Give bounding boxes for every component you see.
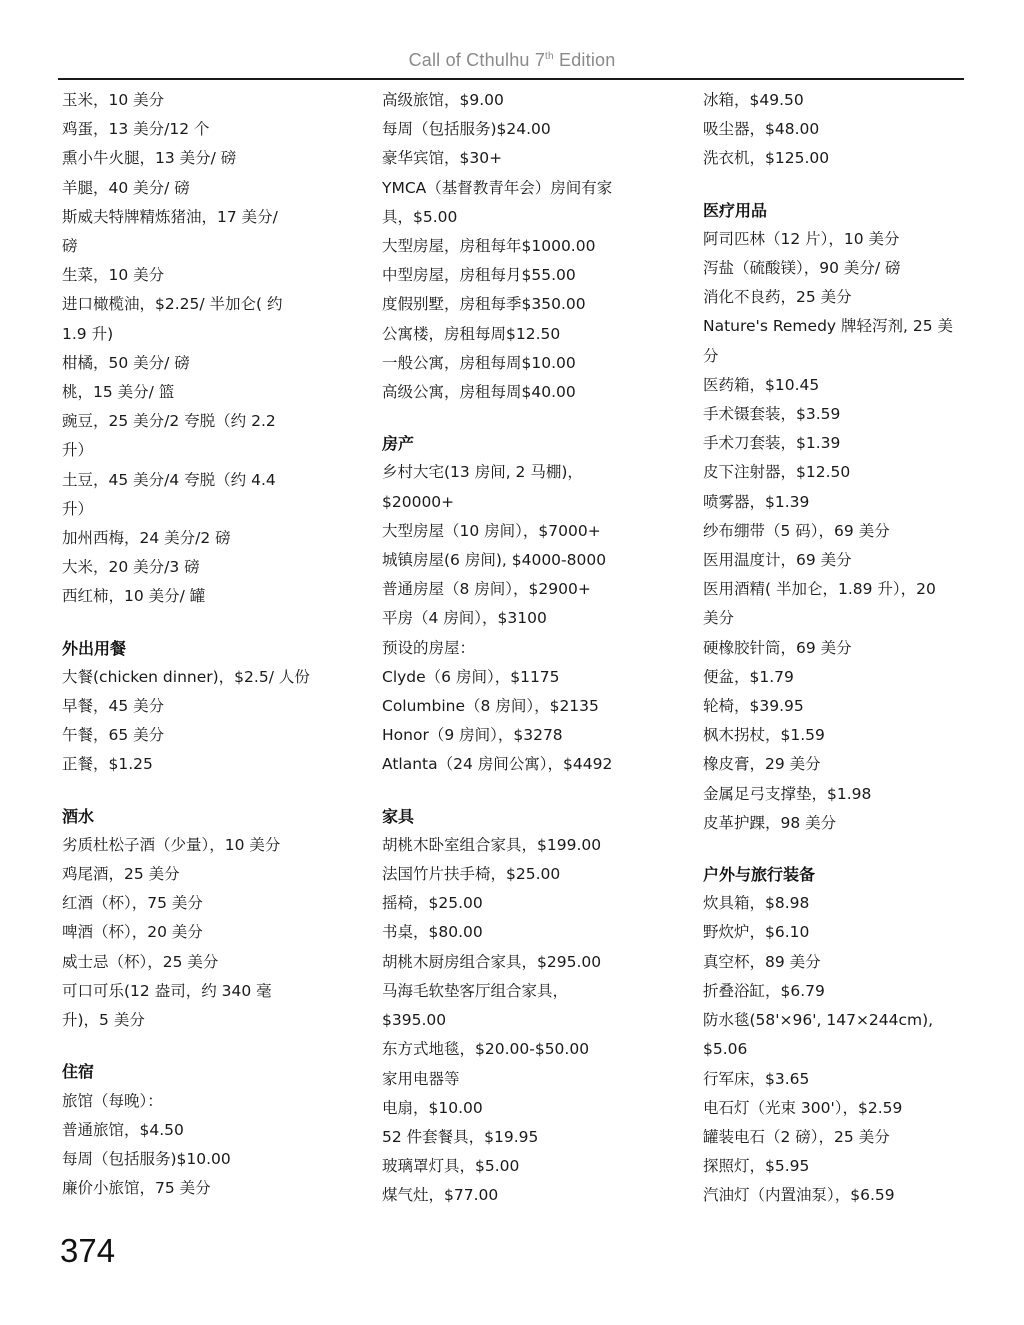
drinks-list — [62, 831, 362, 1035]
header-title-prefix: Call of Cthulhu 7 — [408, 50, 546, 70]
section-heading-property: 房产 — [382, 434, 415, 454]
list-item: 医用温度计，69 美分 — [703, 551, 852, 570]
list-item: 加州西梅，24 美分/2 磅 — [62, 529, 231, 548]
list-item: 冰箱，$49.50 — [703, 91, 804, 109]
list-item: 医药箱，$10.45 — [703, 375, 820, 394]
page-header — [0, 50, 1024, 71]
list-item: 高级旅馆，$9.00 — [382, 91, 504, 109]
section-heading-dining: 外出用餐 — [62, 638, 127, 658]
list-item: 马海毛软垫客厅组合家具， — [382, 981, 569, 1000]
list-item: 鸡尾酒，25 美分 — [62, 865, 180, 884]
list-item: 每周（包括服务)$10.00 — [62, 1149, 231, 1168]
list-item: 分 — [703, 346, 719, 365]
list-item: 柑橘，50 美分/ 磅 — [62, 353, 190, 372]
list-item: 磅 — [62, 237, 78, 256]
list-item: 度假别墅，房租每季$350.00 — [382, 295, 586, 314]
list-item: Atlanta（24 房间公寓），$4492 — [382, 755, 613, 774]
list-item: 生菜，10 美分 — [62, 266, 165, 285]
list-item: 进口橄榄油，$2.25/ 半加仑( 约 — [62, 295, 283, 314]
appliance-list — [703, 86, 968, 174]
list-item: 一般公寓，房租每周$10.00 — [382, 353, 576, 372]
list-item: 午餐，65 美分 — [62, 726, 165, 745]
list-item: 皮革护踝，98 美分 — [703, 813, 837, 832]
lodging-list — [62, 1087, 362, 1204]
list-item: 桃，15 美分/ 篮 — [62, 383, 175, 402]
header-title-sup: th — [545, 51, 554, 62]
list-item: 电石灯（光束 300'），$2.59 — [703, 1098, 903, 1117]
list-item: 豪华宾馆，$30+ — [382, 149, 503, 168]
list-item: 炊具箱，$8.98 — [703, 894, 810, 913]
list-item: Clyde（6 房间），$1175 — [382, 667, 560, 686]
property-list — [382, 458, 667, 779]
list-item: 劣质杜松子酒（少量），10 美分 — [62, 835, 281, 854]
section-heading-lodging: 住宿 — [62, 1062, 95, 1082]
list-item: 玉米，10 美分 — [62, 91, 165, 109]
list-item: 升） — [62, 499, 94, 518]
list-item: 土豆，45 美分/4 夸脱（约 4.4 — [62, 470, 276, 489]
list-item: $5.06 — [703, 1040, 748, 1059]
list-item: 野炊炉，$6.10 — [703, 923, 810, 942]
list-item: 洗衣机，$125.00 — [703, 149, 830, 168]
list-item: 胡桃木厨房组合家具，$295.00 — [382, 952, 602, 971]
list-item: 可口可乐(12 盎司，约 340 毫 — [62, 981, 272, 1000]
list-item: 汽油灯（内置油泵），$6.59 — [703, 1186, 895, 1205]
list-item: 美分 — [703, 609, 735, 628]
list-item: 防水毯(58'×96', 147×244cm), — [703, 1011, 934, 1030]
list-item: 书桌，$80.00 — [382, 923, 483, 942]
list-item: 高级公寓，房租每周$40.00 — [382, 383, 576, 402]
list-item: 大型房屋（10 房间），$7000+ — [382, 521, 601, 540]
list-item: 消化不良药，25 美分 — [703, 288, 852, 307]
list-item: 纱布绷带（5 码），69 美分 — [703, 521, 890, 540]
medical-list — [703, 225, 968, 838]
list-item: 鸡蛋，13 美分/12 个 — [62, 120, 210, 139]
list-item: 早餐，45 美分 — [62, 697, 165, 716]
list-item: 硬橡胶针筒，69 美分 — [703, 638, 852, 657]
list-item: 大餐(chicken dinner)，$2.5/ 人份 — [62, 667, 310, 686]
list-item: 威士忌（杯），25 美分 — [62, 952, 219, 971]
list-item: 阿司匹林（12 片），10 美分 — [703, 229, 900, 248]
list-item: $20000+ — [382, 492, 455, 511]
list-item: 西红柿，10 美分/ 罐 — [62, 587, 206, 606]
list-item: 皮下注射器，$12.50 — [703, 463, 851, 482]
list-item: 升） — [62, 441, 94, 460]
list-item: 1.9 升) — [62, 324, 114, 343]
list-item: 红酒（杯），75 美分 — [62, 894, 203, 913]
list-item: 轮椅，$39.95 — [703, 697, 804, 716]
header-title-suffix: Edition — [553, 50, 616, 70]
list-item: 普通房屋（8 房间），$2900+ — [382, 580, 591, 599]
list-item: 普通旅馆，$4.50 — [62, 1120, 184, 1139]
column-3 — [703, 86, 968, 1211]
list-item: 电扇，$10.00 — [382, 1098, 483, 1117]
list-item: 金属足弓支撑垫，$1.98 — [703, 784, 872, 803]
list-item: 玻璃罩灯具，$5.00 — [382, 1157, 520, 1176]
list-item: 橡皮膏，29 美分 — [703, 755, 821, 774]
list-item: 中型房屋，房租每月$55.00 — [382, 266, 576, 285]
column-2 — [382, 86, 667, 1211]
section-heading-furniture: 家具 — [382, 806, 415, 826]
list-item: 东方式地毯，$20.00-$50.00 — [382, 1040, 590, 1059]
list-item: 52 件套餐具，$19.95 — [382, 1127, 539, 1146]
list-item: 摇椅，$25.00 — [382, 894, 483, 913]
list-item: 泻盐（硫酸镁），90 美分/ 磅 — [703, 259, 901, 278]
list-item: 家用电器等 — [382, 1069, 460, 1088]
list-item: 公寓楼，房租每周$12.50 — [382, 324, 561, 343]
list-item: 行军床，$3.65 — [703, 1069, 810, 1088]
list-item: 罐装电石（2 磅），25 美分 — [703, 1127, 890, 1146]
list-item: 羊腿，40 美分/ 磅 — [62, 178, 190, 197]
list-item: 枫木拐杖，$1.59 — [703, 726, 825, 745]
list-item: 法国竹片扶手椅，$25.00 — [382, 865, 561, 884]
list-item: 吸尘器，$48.00 — [703, 120, 820, 139]
furniture-list — [382, 831, 667, 1211]
list-item: 斯威夫特牌精炼猪油，17 美分/ — [62, 207, 278, 226]
list-item: 探照灯，$5.95 — [703, 1157, 810, 1176]
list-item: 手术镊套装，$3.59 — [703, 405, 841, 424]
list-item: 胡桃木卧室组合家具，$199.00 — [382, 835, 602, 854]
list-item: 啤酒（杯），20 美分 — [62, 923, 203, 942]
food-list — [62, 86, 362, 612]
list-item: $395.00 — [382, 1011, 447, 1030]
list-item: 正餐，$1.25 — [62, 755, 153, 774]
list-item: 煤气灶，$77.00 — [382, 1186, 499, 1205]
list-item: 便盆，$1.79 — [703, 667, 794, 686]
section-heading-medical: 医疗用品 — [703, 200, 768, 220]
list-item: Honor（9 房间），$3278 — [382, 726, 563, 745]
list-item: 廉价小旅馆，75 美分 — [62, 1179, 211, 1198]
list-item: YMCA（基督教青年会）房间有家 — [382, 178, 613, 197]
list-item: 城镇房屋(6 房间), $4000-8000 — [382, 551, 607, 570]
section-heading-drinks: 酒水 — [62, 806, 95, 826]
list-item: 乡村大宅(13 房间, 2 马棚)， — [382, 463, 583, 482]
list-item: 折叠浴缸，$6.79 — [703, 981, 825, 1000]
header-rule — [58, 78, 964, 80]
list-item: 大米，20 美分/3 磅 — [62, 558, 200, 577]
outdoor-list — [703, 889, 968, 1210]
list-item: 医用酒精( 半加仑，1.89 升），20 — [703, 580, 936, 599]
list-item: Columbine（8 房间），$2135 — [382, 697, 599, 716]
list-item: Nature's Remedy 牌轻泻剂, 25 美 — [703, 317, 954, 336]
list-item: 平房（4 房间），$3100 — [382, 609, 547, 628]
section-heading-outdoor: 户外与旅行装备 — [703, 865, 816, 885]
list-item: 大型房屋，房租每年$1000.00 — [382, 237, 596, 256]
list-item: 每周（包括服务)$24.00 — [382, 120, 551, 139]
list-item: 具，$5.00 — [382, 207, 458, 226]
list-item: 手术刀套装，$1.39 — [703, 434, 841, 453]
list-item: 豌豆，25 美分/2 夸脱（约 2.2 — [62, 412, 276, 431]
list-item: 预设的房屋： — [382, 638, 476, 657]
list-item: 真空杯，89 美分 — [703, 952, 821, 971]
lodging-rent-list — [382, 86, 667, 407]
list-item: 熏小牛火腿，13 美分/ 磅 — [62, 149, 237, 168]
dining-list — [62, 663, 362, 780]
list-item: 旅馆（每晚）： — [62, 1091, 163, 1110]
list-item: 喷雾器，$1.39 — [703, 492, 810, 511]
page-number: 374 — [60, 1232, 116, 1269]
list-item: 升)，5 美分 — [62, 1011, 145, 1030]
column-1 — [62, 86, 362, 1203]
